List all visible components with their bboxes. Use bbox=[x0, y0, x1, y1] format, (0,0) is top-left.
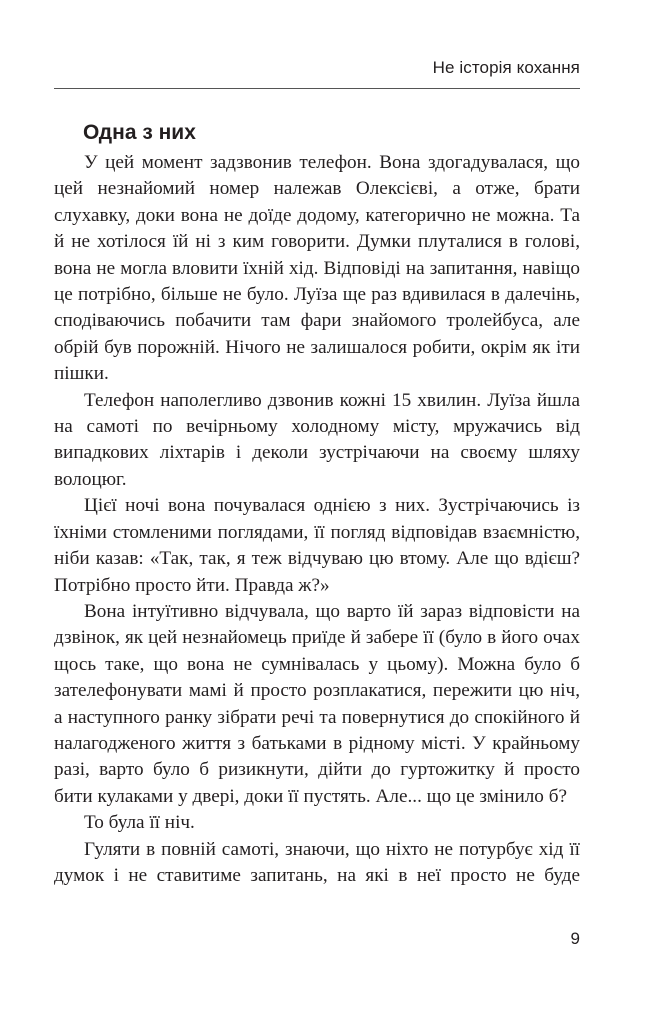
body-text bbox=[54, 150, 580, 889]
running-head-title: Не історія кохання bbox=[432, 58, 580, 77]
paragraph: Телефон наполегливо дзвонив кожні 15 хвилин. Луїза йшла на самоті по вечірньому холодному місту, мружачись від випадкових ліхтарів і деколи зустрічаючи на своєму шляху волоцюг. bbox=[54, 389, 580, 490]
section-title: Одна з них bbox=[83, 121, 196, 144]
header-divider bbox=[54, 88, 580, 89]
paragraph: Вона інтуїтивно відчувала, що варто їй зараз відповісти на дзвінок, як цей незнайомець приїде й забере її (було в його очах щось таке, що вона не сумнівалась у цьому). Можна було б зателефонувати мамі й просто розплакатися, пережити цю ніч, а наступного ранку зібрати речі та повернутися до спокійного й налагодженого життя з батьками в рідному місті. У крайньому разі, варто було б ризикнути, дійти до гуртожитку й просто бити кулаками у двері, доки її пустять. Але... що це змінило б? bbox=[54, 600, 580, 807]
paragraph: Цієї ночі вона почувалася однією з них. Зустрічаючись із їхніми стомленими поглядами, її погляд відповідав взаємністю, ніби казав: «Так, так, я теж відчуваю цю втому. Але що вдієш? Потрібно просто йти. Правда ж?» bbox=[54, 495, 580, 596]
paragraph: Гуляти в повній самоті, знаючи, що ніхто не потурбує хід її думок і не ставитиме запитань, на які в неї просто не буде bbox=[54, 838, 580, 886]
paragraph: У цей момент задзвонив телефон. Вона здогадувалася, що цей незнайомий номер належав Олексієві, а отже, брати слухавку, доки вона не доїде додому, категорично не можна. Та й не хотілося їй ні з ким говорити. Думки плуталися в голові, вона не могла вловити їхній хід. Відповіді на запитання, навіщо це потрібно, більше не було. Луїза ще раз вдивилася в далечінь, сподіваючись побачити там фари знайомого тролейбуса, але обрій був порожній. Нічого не залишалося робити, окрім як іти пішки. bbox=[54, 152, 580, 385]
page-number: 9 bbox=[570, 929, 580, 948]
paragraph: То була її ніч. bbox=[84, 812, 195, 834]
